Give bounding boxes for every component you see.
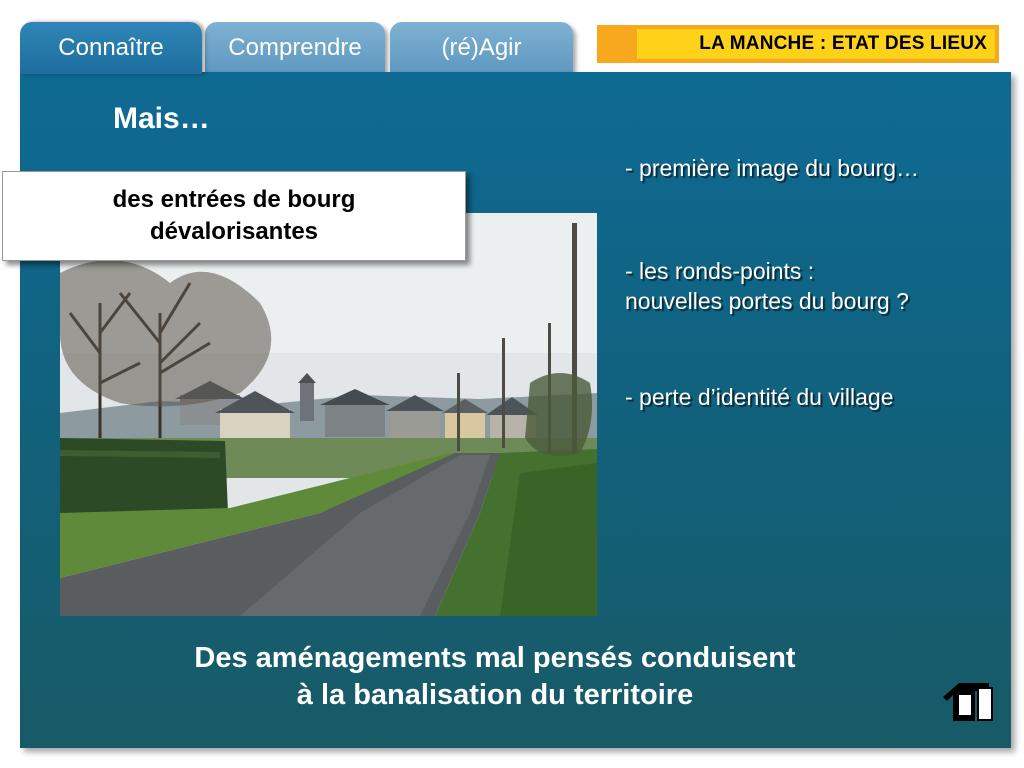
tab-comprendre[interactable]	[205, 22, 385, 74]
tab-reagir-label: (ré)Agir	[441, 34, 522, 61]
tab-reagir[interactable]	[390, 22, 573, 74]
conclusion-text: Des aménagements mal pensés conduisent à la banalisation du territoire	[194, 642, 796, 711]
home-nav-icon[interactable]	[937, 675, 995, 725]
bullet-first-image: - première image du bourg…	[625, 155, 920, 181]
bullet-roundabouts: - les ronds-points : nouvelles portes du bourg ?	[625, 258, 909, 314]
village-road-photo	[60, 213, 597, 616]
section-header	[597, 25, 999, 63]
bullet-identity-loss: - perte d’identité du village	[625, 384, 894, 410]
caption-text: des entrées de bourg dévalorisantes	[112, 186, 356, 245]
tab-comprendre-label: Comprendre	[228, 34, 362, 61]
tab-connaitre[interactable]	[20, 22, 202, 74]
section-header-label: LA MANCHE : ETAT DES LIEUX	[699, 33, 987, 54]
tab-connaitre-label: Connaître	[58, 34, 164, 61]
caption-box	[2, 171, 466, 261]
slide-title: Mais…	[113, 102, 210, 135]
